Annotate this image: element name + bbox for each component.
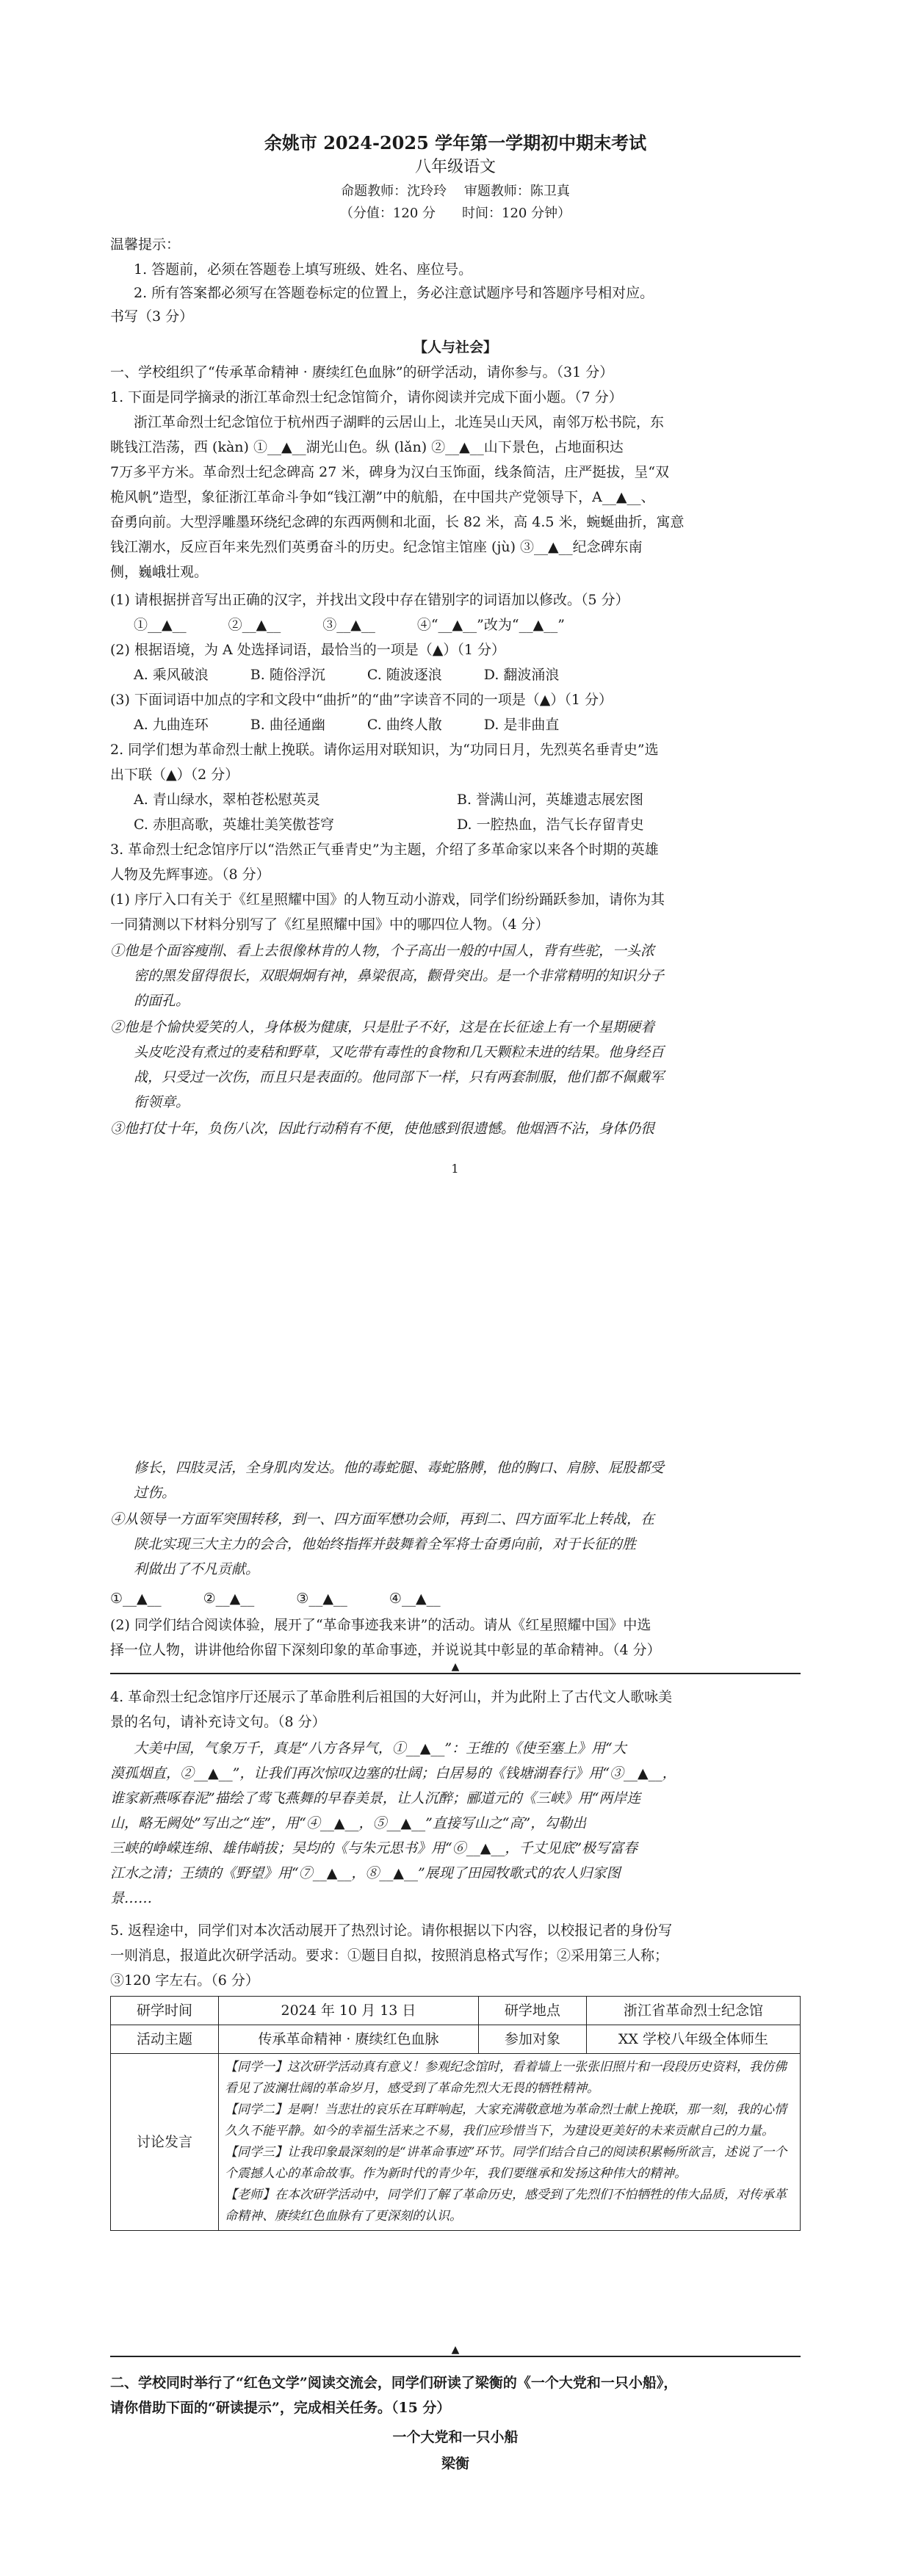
table-cell: 2024 年 10 月 13 日 <box>219 1997 479 2025</box>
q3-item-line: ②他是个愉快爱笑的人，身体极为健康，只是肚子不好，这是在长征途上有一个星期硬着 <box>110 1019 655 1035</box>
q3-item-line: 的面孔。 <box>134 993 190 1009</box>
q2-option-d: D. 一腔热血，浩气长存留青史 <box>457 817 644 833</box>
table-cell: 研学地点 <box>478 1997 586 2025</box>
answer-line <box>110 2356 801 2357</box>
table-cell: 浙江省革命烈士纪念馆 <box>586 1997 800 2025</box>
table-row <box>111 2025 801 2054</box>
article-author: 梁衡 <box>441 2456 469 2472</box>
research-table-wrap <box>110 1996 801 2231</box>
q4-stem-cont: 景的名句，请补充诗文句。（8 分） <box>110 1714 326 1730</box>
q3-stem-cont: 人物及先辉事迹。（8 分） <box>110 866 270 883</box>
q3-item-line: 衔领章。 <box>134 1094 190 1110</box>
q1-stem: 1. 下面是同学摘录的浙江革命烈士纪念馆简介，请你阅读并完成下面小题。（7 分） <box>110 389 623 405</box>
table-row <box>111 1997 801 2025</box>
q3-item-line: 过伤。 <box>134 1485 176 1501</box>
notice-item-2: 2. 所有答案都必须写在答题卷标定的位置上，务必注意试题序号和答题序号相对应。 <box>134 285 654 301</box>
q3-sub2: (2) 同学们结合阅读体验，展开了“革命事迹我来讲”的活动。请从《红星照耀中国》中选 <box>110 1617 651 1633</box>
q2-options-row1 <box>110 787 824 812</box>
q4-passage <box>110 1736 801 1911</box>
q3-item-4 <box>110 1507 801 1582</box>
discussion-cell <box>219 2054 801 2231</box>
research-table <box>110 1996 801 2231</box>
table-cell: XX 学校八年级全体师生 <box>586 2025 800 2054</box>
q3-sub1: (1) 序厅入口有关于《红星照耀中国》的人物互动小游戏，同学们纷纷踊跃参加，请你为其 <box>110 891 665 908</box>
q3-stem: 3. 革命烈士纪念馆序厅以“浩然正气垂青史”为主题，介绍了多革命家以来各个时期的英雄 <box>110 842 659 858</box>
q2-option-b: B. 誉满山河，英雄遗志展宏图 <box>457 792 644 808</box>
q1-passage-line: 眺钱江浩荡，西 (kàn) ①__▲__湖光山色。纵 (lǎn) ②__▲__山下景色，占地面积达 <box>110 439 624 455</box>
table-cell: 活动主题 <box>111 2025 219 2054</box>
q3-item-2 <box>110 1015 801 1115</box>
answer-marker: ▲ <box>451 2344 460 2356</box>
discussion-item: 【同学二】是啊！当悲壮的哀乐在耳畔响起，大家充满敬意地为革命烈士献上挽联，那一刻，我的心情久久不能平静。如今的幸福生活来之不易，我们应珍惜当下，为建设更美好的未来贡献自己的力量。 <box>225 2102 787 2138</box>
table-cell: 传承革命精神 · 赓续红色血脉 <box>219 2025 479 2054</box>
q2-options-row2 <box>110 812 824 837</box>
q1-sub1-blanks: ①__▲__ ②__▲__ ③__▲__ ④“__▲__”改为“__▲__” <box>134 617 565 633</box>
q1-passage-line: 奋勇向前。大型浮雕墨环绕纪念碑的东西两侧和北面，长 82 米，高 4.5 米，蜿蜒曲折，寓意 <box>110 514 685 530</box>
exam-score-time: （分值：120 分 时间：120 分钟） <box>339 206 571 221</box>
page-number: 1 <box>451 1162 459 1176</box>
q2-option-c: C. 赤胆高歌，英雄壮美笑傲苍穹 <box>134 817 334 833</box>
q4-passage-line: 三峡的峥嵘连绵、雄伟峭拔；吴均的《与朱元思书》用“⑥__▲__，千丈见底”极写富春 <box>110 1840 638 1856</box>
table-row <box>111 2054 801 2231</box>
table-cell: 参加对象 <box>478 2025 586 2054</box>
q1-sub2-options: A. 乘风破浪 B. 随俗浮沉 C. 随波逐浪 D. 翻波涌浪 <box>134 667 560 683</box>
notice-heading: 温馨提示： <box>110 236 181 253</box>
article-title: 一个大党和一只小船 <box>392 2429 519 2445</box>
q4-passage-line: 漠孤烟直，②__▲__”，让我们再次惊叹边塞的壮阔；白居易的《钱塘湖春行》用“③__▲__， <box>110 1765 676 1781</box>
q3-item-line: ④从领导一方面军突围转移，到一、四方面军懋功会师，再到二、四方面军北上转战，在 <box>110 1511 655 1527</box>
table-cell: 研学时间 <box>111 1997 219 2025</box>
q3-item-line: 头皮吃没有煮过的麦秸和野草，又吃带有毒性的食物和几天颗粒未进的结果。他身经百 <box>134 1044 665 1060</box>
table-cell: 讨论发言 <box>111 2054 219 2231</box>
q2-option-a: A. 青山绿水，翠柏苍松慰英灵 <box>134 792 320 808</box>
q3-item-line: 战，只受过一次伤，而且只是表面的。他同部下一样，只有两套制服，他们都不佩戴军 <box>134 1069 665 1085</box>
exam-subject: 八年级语文 <box>414 158 496 176</box>
q4-passage-line: 山，略无阙处”写出之“连”，用“④__▲__，⑤__▲__”直接写山之“高”，勾勒出 <box>110 1815 587 1831</box>
q3-item-line: ①他是个面容瘦削、看上去很像林肯的人物，个子高出一般的中国人，背有些驼，一头浓 <box>110 943 655 959</box>
answer-marker: ▲ <box>451 1661 460 1673</box>
q1-sub3: (3) 下面词语中加点的字和文段中“曲折”的“曲”字读音不同的一项是（▲）（1 分） <box>110 692 613 708</box>
q3-item-line: 利做出了不凡贡献。 <box>134 1561 260 1577</box>
part2-stem-cont: 请你借助下面的“研读提示”，完成相关任务。（15 分） <box>110 2400 451 2416</box>
discussion-item: 【同学三】让我印象最深刻的是“讲革命事迹”环节。同学们结合自己的阅读积累畅所欲言，述说了一个个震撼人心的革命故事。作为新时代的青少年，我们要继承和发扬这种伟大的精神。 <box>225 2145 787 2181</box>
q3-sub2-cont: 择一位人物，讲讲他给你留下深刻印象的革命事迹，并说说其中彰显的革命精神。（4 分） <box>110 1642 661 1658</box>
q5-stem: 5. 返程途中，同学们对本次活动展开了热烈讨论。请你根据以下内容，以校报记者的身份写 <box>110 1922 673 1939</box>
q4-stem: 4. 革命烈士纪念馆序厅还展示了革命胜利后祖国的大好河山，并为此附上了古代文人歌咏美 <box>110 1689 673 1705</box>
question-intro: 一、学校组织了“传承革命精神 · 赓续红色血脉”的研学活动，请你参与。（31 分） <box>110 364 614 380</box>
q1-sub1: (1) 请根据拼音写出正确的汉字，并找出文段中存在错别字的词语加以修改。（5 分） <box>110 592 629 608</box>
writing-score: 书写（3 分） <box>110 308 194 325</box>
q1-passage-line: 钱江潮水，反应百年来先烈们英勇奋斗的历史。纪念馆主馆座 (jù) ③__▲__纪念碑东南 <box>110 539 643 555</box>
q2-stem: 2. 同学们想为革命烈士献上挽联。请你运用对联知识，为“功同日月，先烈英名垂青史”选 <box>110 742 659 758</box>
q4-passage-line: 景…… <box>110 1890 153 1906</box>
discussion-item: 【同学一】这次研学活动真有意义！参观纪念馆时，看着墙上一张张旧照片和一段段历史资料，我仿佛看见了波澜壮阔的革命岁月，感受到了革命先烈大无畏的牺牲精神。 <box>225 2060 787 2096</box>
q3-item-3: ③他打仗十年，负伤八次，因此行动稍有不便，使他感到很遗憾。他烟酒不沾，身体仍很 <box>110 1121 655 1137</box>
part2-stem: 二、学校同时举行了“红色文学”阅读交流会，同学们研读了梁衡的《一个大党和一只小船》， <box>110 2375 678 2391</box>
notice-item-1: 1. 答题前，必须在答题卷上填写班级、姓名、座位号。 <box>134 261 473 278</box>
q3-sub1-cont: 一同猜测以下材料分别写了《红星照耀中国》中的哪四位人物。（4 分） <box>110 916 549 933</box>
q3-item-1 <box>110 938 801 1013</box>
q3-item-line: 陕北实现三大主力的会合，他始终指挥并鼓舞着全军将士奋勇向前，对于长征的胜 <box>134 1536 637 1552</box>
q1-sub3-options: A. 九曲连环 B. 曲径通幽 C. 曲终人散 D. 是非曲直 <box>134 717 560 733</box>
answer-line <box>110 1673 801 1674</box>
q1-passage-line: 7万多平方米。革命烈士纪念碑高 27 米，碑身为汉白玉饰面，线条简洁，庄严挺拔，呈“双 <box>110 464 670 480</box>
q1-passage-line: 桅风帆”造型，象征浙江革命斗争如“钱江潮”中的航船，在中国共产党领导下，A__▲__、 <box>110 489 655 505</box>
q2-stem-cont: 出下联（▲）（2 分） <box>110 767 239 783</box>
q3-item-line: 密的黑发留得很长，双眼炯炯有神，鼻梁很高，颧骨突出。是一个非常精明的知识分子 <box>134 968 665 984</box>
q4-passage-line: 谁家新燕啄春泥”描绘了莺飞燕舞的早春美景，让人沉醉；郦道元的《三峡》用“两岸连 <box>110 1790 641 1806</box>
discussion-item: 【老师】在本次研学活动中，同学们了解了革命历史，感受到了先烈们不怕牺牲的伟大品质，对传承革命精神、赓续红色血脉有了更深刻的认识。 <box>225 2188 787 2224</box>
q4-passage-line: 江水之清；王绩的《野望》用“⑦__▲__，⑧__▲__”展现了田园牧歌式的农人归家图 <box>110 1865 621 1881</box>
q1-passage-line: 浙江革命烈士纪念馆位于杭州西子湖畔的云居山上，北连吴山天风，南邻万松书院，东 <box>134 414 665 430</box>
exam-title: 余姚市 2024-2025 学年第一学期初中期末考试 <box>264 132 647 153</box>
q4-passage-line: 大美中国，气象万千，真是“八方各异气，①__▲__”：王维的《使至塞上》用“大 <box>134 1740 626 1756</box>
exam-teachers: 命题教师：沈玲玲 审题教师：陈卫真 <box>341 184 570 199</box>
q5-stem-cont: 一则消息，报道此次研学活动。要求：①题目自拟，按照消息格式写作；②采用第三人称； <box>110 1947 669 1964</box>
q3-item-line: 修长，四肢灵活，全身肌肉发达。他的毒蛇腿、毒蛇胳膊，他的胸口、肩膀、屁股都受 <box>134 1460 665 1476</box>
section-heading: 【人与社会】 <box>413 339 497 355</box>
q5-stem-cont2: ③120 字左右。（6 分） <box>110 1972 259 1989</box>
q1-sub2: (2) 根据语境，为 A 处选择词语，最恰当的一项是（▲）（1 分） <box>110 642 505 658</box>
q1-passage-line: 侧，巍峨壮观。 <box>110 564 209 580</box>
q3-blanks: ①__▲__ ②__▲__ ③__▲__ ④__▲__ <box>110 1591 441 1607</box>
q1-passage <box>110 410 801 585</box>
q3-item-3-cont <box>110 1455 801 1505</box>
